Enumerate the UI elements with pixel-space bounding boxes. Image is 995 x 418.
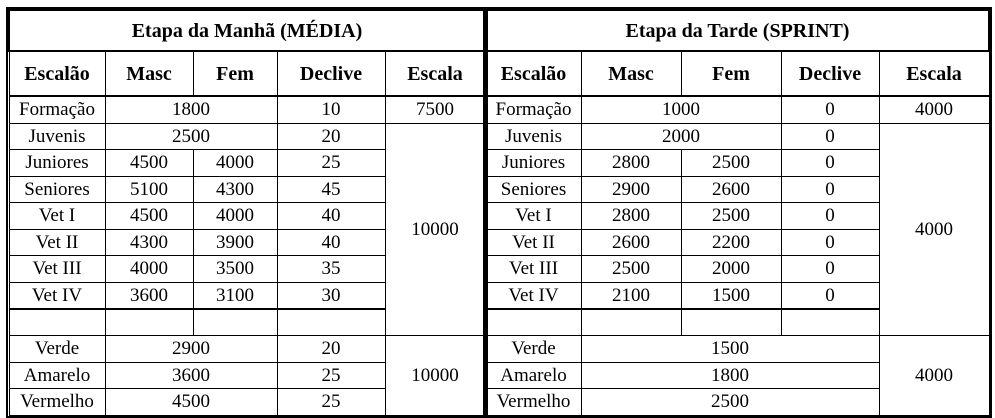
row-escalao: Seniores [9, 176, 105, 203]
row-escalao: Verde [9, 336, 105, 363]
row-juvenis-escalao: Juvenis [9, 123, 105, 150]
blank-cell [681, 309, 781, 336]
group-escala: 4000 [879, 123, 989, 336]
row-escalao: Vet IV [486, 282, 581, 309]
row-formacao-escalao: Formação [9, 96, 105, 123]
blank-cell [9, 309, 105, 336]
row-juvenis-declive: 0 [781, 123, 879, 150]
row-formacao-escalao: Formação [486, 96, 581, 123]
row-masc: 4300 [105, 229, 193, 256]
row-juvenis-escalao: Juvenis [486, 123, 581, 150]
row-fem: 2600 [681, 176, 781, 203]
morning-stage-table [8, 9, 486, 416]
row-juvenis-declive: 20 [277, 123, 385, 150]
row-masc: 2800 [581, 150, 681, 177]
row-escalao: Vet I [486, 203, 581, 230]
header-fem: Fem [681, 51, 781, 96]
header-escalao: Escalão [9, 51, 105, 96]
row-masc: 2500 [581, 256, 681, 283]
row-declive: 40 [277, 229, 385, 256]
row-declive: 0 [781, 176, 879, 203]
row-masc: 4000 [105, 256, 193, 283]
blank-cell [781, 309, 879, 336]
row-declive: 0 [781, 229, 879, 256]
row-fem: 2500 [681, 150, 781, 177]
row-formacao-escala: 4000 [879, 96, 989, 123]
header-declive: Declive [781, 51, 879, 96]
row-masc: 4500 [105, 203, 193, 230]
row-fem: 2200 [681, 229, 781, 256]
row-declive: 30 [277, 282, 385, 309]
row-distance: 1800 [581, 362, 879, 389]
row-formacao-distance: 1800 [105, 96, 277, 123]
row-escalao: Verde [486, 336, 581, 363]
row-distance: 1500 [581, 336, 879, 363]
blank-cell [581, 309, 681, 336]
row-fem: 2500 [681, 203, 781, 230]
header-escala: Escala [385, 51, 485, 96]
row-declive: 0 [781, 150, 879, 177]
row-declive: 25 [277, 389, 385, 416]
row-escalao: Juniores [9, 150, 105, 177]
header-escala: Escala [879, 51, 989, 96]
blank-cell [105, 309, 193, 336]
row-formacao-distance: 1000 [581, 96, 781, 123]
row-masc: 3600 [105, 282, 193, 309]
row-masc: 2900 [581, 176, 681, 203]
row-fem: 4000 [193, 203, 277, 230]
row-formacao-escala: 7500 [385, 96, 485, 123]
row-fem: 3500 [193, 256, 277, 283]
row-fem: 4000 [193, 150, 277, 177]
row-juvenis-distance: 2000 [581, 123, 781, 150]
row-escalao: Amarelo [9, 362, 105, 389]
row-escalao: Vermelho [9, 389, 105, 416]
header-fem: Fem [193, 51, 277, 96]
header-masc: Masc [581, 51, 681, 96]
row-formacao-declive: 10 [277, 96, 385, 123]
row-escalao: Vermelho [486, 389, 581, 416]
row-escalao: Vet III [9, 256, 105, 283]
afternoon-stage-table [485, 9, 990, 416]
table-row [9, 336, 485, 363]
row-declive: 0 [781, 203, 879, 230]
header-masc: Masc [105, 51, 193, 96]
row-escalao: Vet II [486, 229, 581, 256]
row-declive: 0 [781, 282, 879, 309]
row-escalao: Vet III [486, 256, 581, 283]
colors-escala: 4000 [879, 336, 989, 416]
row-fem: 3100 [193, 282, 277, 309]
row-declive: 35 [277, 256, 385, 283]
tables-container [8, 9, 988, 411]
colors-escala: 10000 [385, 336, 485, 416]
row-fem: 2000 [681, 256, 781, 283]
row-distance: 3600 [105, 362, 277, 389]
blank-cell [277, 309, 385, 336]
row-escalao: Vet I [9, 203, 105, 230]
row-juvenis-distance: 2500 [105, 123, 277, 150]
row-fem: 4300 [193, 176, 277, 203]
row-escalao: Juniores [486, 150, 581, 177]
table-row [486, 336, 989, 363]
group-escala: 10000 [385, 123, 485, 336]
afternoon-stage-title: Etapa da Tarde (SPRINT) [486, 10, 989, 51]
row-declive: 25 [277, 150, 385, 177]
row-escalao: Vet IV [9, 282, 105, 309]
row-escalao: Vet II [9, 229, 105, 256]
row-distance: 2900 [105, 336, 277, 363]
blank-cell [486, 309, 581, 336]
row-distance: 2500 [581, 389, 879, 416]
row-escalao: Seniores [486, 176, 581, 203]
row-declive: 0 [781, 256, 879, 283]
row-formacao-declive: 0 [781, 96, 879, 123]
row-masc: 2100 [581, 282, 681, 309]
row-fem: 1500 [681, 282, 781, 309]
row-escalao: Amarelo [486, 362, 581, 389]
row-declive: 20 [277, 336, 385, 363]
row-fem: 3900 [193, 229, 277, 256]
row-declive: 45 [277, 176, 385, 203]
row-masc: 4500 [105, 150, 193, 177]
row-masc: 2600 [581, 229, 681, 256]
header-declive: Declive [277, 51, 385, 96]
row-masc: 2800 [581, 203, 681, 230]
morning-stage-title: Etapa da Manhã (MÉDIA) [9, 10, 485, 51]
row-distance: 4500 [105, 389, 277, 416]
blank-cell [193, 309, 277, 336]
header-escalao: Escalão [486, 51, 581, 96]
row-declive: 40 [277, 203, 385, 230]
row-declive: 25 [277, 362, 385, 389]
row-masc: 5100 [105, 176, 193, 203]
